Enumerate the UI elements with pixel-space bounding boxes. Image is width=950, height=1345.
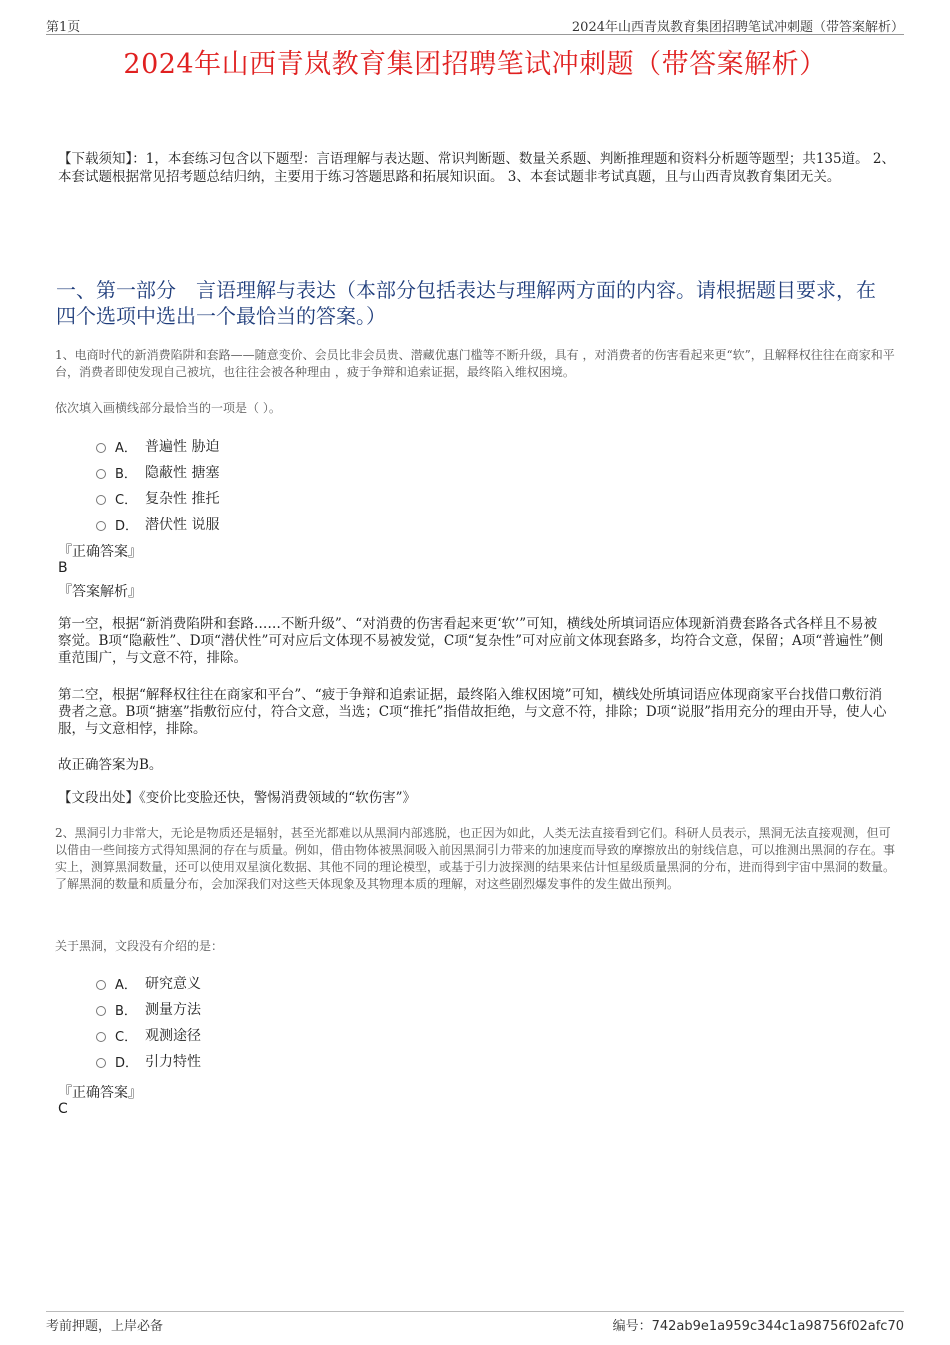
header-doc-title: 2024年山西青岚教育集团招聘笔试冲刺题（带答案解析） (571, 20, 904, 35)
radio-icon[interactable] (96, 469, 106, 479)
radio-icon[interactable] (96, 1006, 106, 1016)
question-2-options (96, 970, 201, 1074)
answer-label: 『正确答案』 (58, 1085, 142, 1101)
source-note: 【文段出处】《变价比变脸还快，警惕消费领域的“软伤害”》 (58, 790, 417, 806)
document-code: 编号：742ab9e1a959c344c1a98756f02afc70 (612, 1319, 904, 1334)
download-notice: 【下载须知】：1，本套练习包含以下题型：言语理解与表达题、常识判断题、数量关系题、判断推理题和资料分析题等题型；共135道。 2、本套试题根据常见招考题总结归纳，主要用于练习答题思路和拓展知识面。 3、本套试题非考试真题，且与山西青岚教育集团无关。 (58, 151, 895, 185)
option-a[interactable]: A． 普遍性 胁迫 (96, 433, 219, 459)
radio-icon[interactable] (96, 980, 106, 990)
analysis-label: 『答案解析』 (58, 584, 142, 600)
radio-icon[interactable] (96, 443, 106, 453)
question-1-options (96, 433, 219, 537)
option-d[interactable]: D． 引力特性 (96, 1048, 201, 1074)
page-footer (46, 1311, 904, 1332)
option-c[interactable]: C． 复杂性 推托 (96, 485, 219, 511)
question-1-text: 1、电商时代的新消费陷阱和套路——随意变价、会员比非会员贵、潜藏优惠门槛等不断升级，具有 ，对消费者的伤害看起来更“软”，且解释权往往在商家和平台，消费者即使发现自己被坑，也往往会被各种理由 ，疲于争辩和追索证据，最终陷入维权困境。 (55, 348, 895, 379)
question-2-text: 2、黑洞引力非常大，无论是物质还是辐射，甚至光都难以从黑洞内部逃脱，也正因为如此，人类无法直接看到它们。科研人员表示，黑洞无法直接观测，但可以借由一些间接方式得知黑洞的存在与质量。例如，借由物体被黑洞吸入前因黑洞引力带来的加速度而导致的摩擦放出的射线信息，可以推测出黑洞的存在。事实上，测算黑洞数量，还可以使用双星演化数据、其他不同的理论模型，或基于引力波探测的结果来估计恒星级质量黑洞的分布，进而得到宇宙中黑洞的数量。了解黑洞的数量和质量分布，会加深我们对这些天体现象及其物理本质的理解，对这些剧烈爆发事件的发生做出预判。 (55, 826, 896, 891)
section-heading: 一、第一部分 言语理解与表达（本部分包括表达与理解两方面的内容。请根据题目要求，在四个选项中选出一个最恰当的答案。） (56, 278, 876, 328)
radio-icon[interactable] (96, 495, 106, 505)
answer-value: B (58, 560, 68, 576)
option-d[interactable]: D． 潜伏性 说服 (96, 511, 219, 537)
analysis-conclusion: 故正确答案为B。 (58, 757, 163, 773)
analysis-paragraph-2: 第二空，根据“解释权往往在商家和平台”、“疲于争辩和追索证据，最终陷入维权困境”可知，横线处所填词语应体现商家平台找借口敷衍消费者之意。B项“搪塞”指敷衍应付，符合文意，当选；C项“推托”指借故拒绝，与文意不符，排除；D项“说服”指用充分的理由开导，使人心服，与文意相悖，排除。 (58, 687, 887, 737)
option-b[interactable]: B． 隐蔽性 搪塞 (96, 459, 219, 485)
option-c[interactable]: C． 观测途径 (96, 1022, 201, 1048)
option-b[interactable]: B． 测量方法 (96, 996, 201, 1022)
footer-slogan: 考前押题，上岸必备 (46, 1319, 164, 1334)
page-number: 第1页 (46, 20, 81, 35)
radio-icon[interactable] (96, 1058, 106, 1068)
question-2-prompt: 关于黑洞，文段没有介绍的是： (55, 939, 224, 953)
radio-icon[interactable] (96, 1032, 106, 1042)
document-title: 2024年山西青岚教育集团招聘笔试冲刺题（带答案解析） (123, 49, 827, 80)
option-a[interactable]: A． 研究意义 (96, 970, 201, 996)
answer-label: 『正确答案』 (58, 544, 142, 560)
question-1-prompt: 依次填入画横线部分最恰当的一项是（ ）。 (55, 401, 281, 415)
analysis-paragraph-1: 第一空，根据“新消费陷阱和套路……不断升级”、“对消费的伤害看起来更‘软’”可知，横线处所填词语应体现新消费套路各式各样且不易被察觉。B项“隐蔽性”、D项“潜伏性”可对应后文体现不易被发觉，C项“复杂性”可对应前文体现套路多，均符合文意，保留；A项“普遍性”侧重范围广，与文意不符，排除。 (58, 616, 884, 666)
radio-icon[interactable] (96, 521, 106, 531)
answer-value: C (58, 1101, 68, 1117)
page-header (46, 14, 904, 35)
